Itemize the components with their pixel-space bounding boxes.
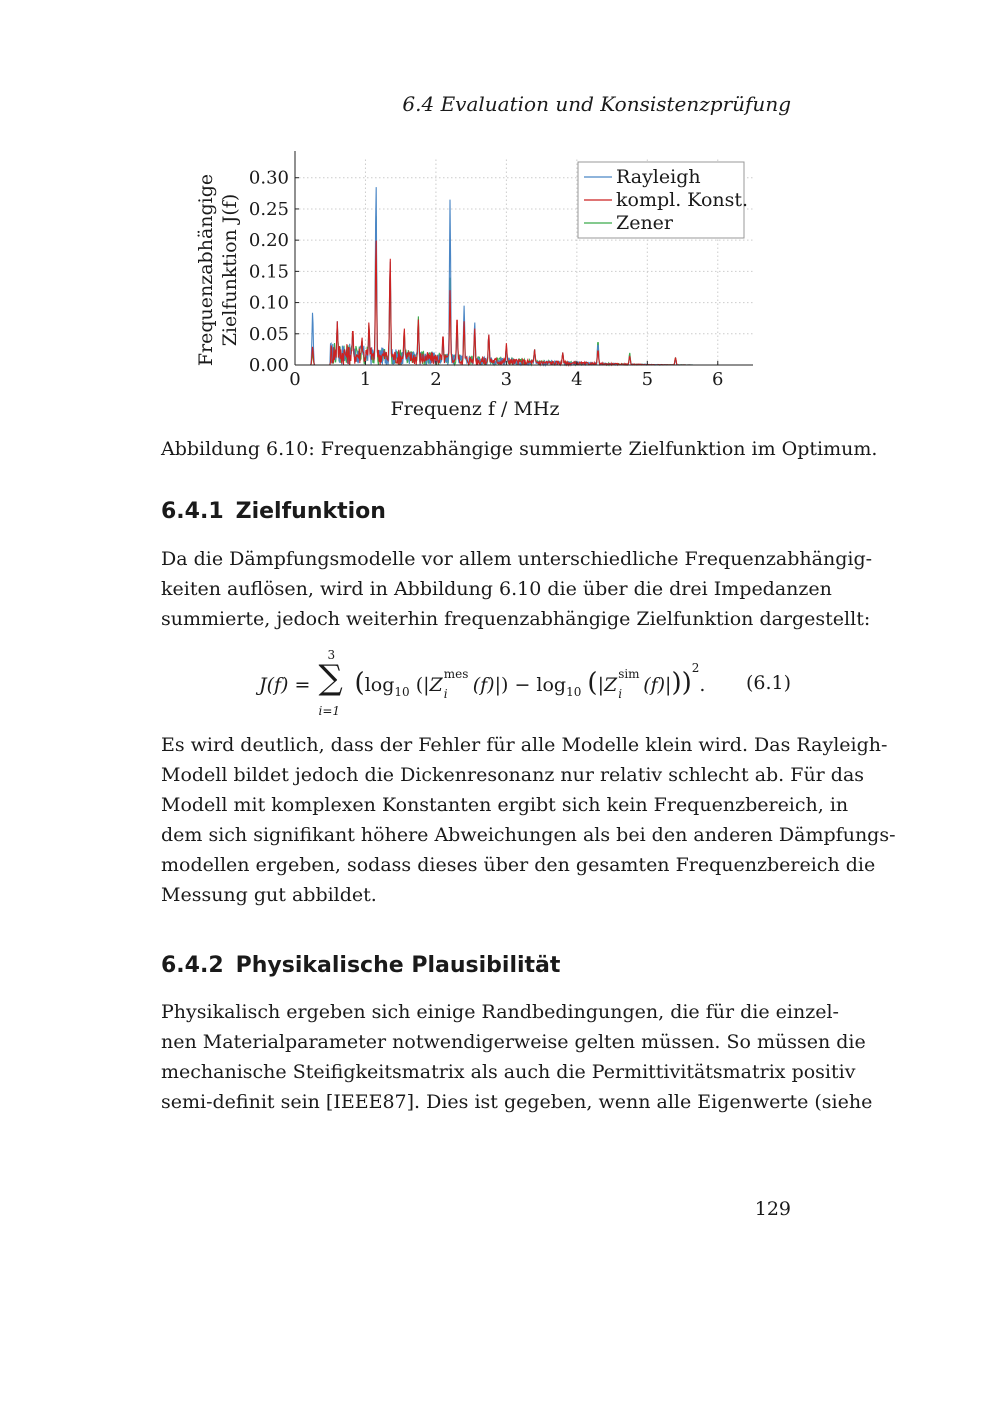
argument: (f) xyxy=(643,674,666,696)
text-line: summierte, jedoch weiterhin frequenzabhängige Zielfunktion dargestellt: xyxy=(161,608,871,630)
y-tick-label: 0.20 xyxy=(248,230,289,252)
z-symbol: Z xyxy=(429,674,443,696)
x-axis-label: Frequenz f / MHz xyxy=(390,398,560,420)
y-tick-label: 0.15 xyxy=(248,261,289,283)
exponent: 2 xyxy=(691,660,700,675)
running-head: 6.4 Evaluation und Konsistenzprüfung xyxy=(402,92,791,116)
paragraph-discussion xyxy=(161,730,896,910)
legend-entry: Zener xyxy=(616,212,674,234)
argument: (f) xyxy=(472,674,495,696)
figure-caption: Abbildung 6.10: Frequenzabhängige summierte Zielfunktion im Optimum. xyxy=(161,438,878,460)
x-tick-label: 2 xyxy=(430,369,442,390)
section-heading-zielfunktion xyxy=(161,499,386,524)
log-label: log xyxy=(364,674,395,696)
x-tick-label: 0 xyxy=(289,369,301,390)
x-tick-label: 3 xyxy=(500,369,513,390)
sum-lower-limit: i=1 xyxy=(318,704,341,718)
sum-upper-limit: 3 xyxy=(327,648,336,662)
equation-number: (6.1) xyxy=(745,672,791,694)
equation-6-1 xyxy=(161,650,791,720)
section-heading-plausibilitaet xyxy=(161,953,560,978)
section-title: Physikalische Plausibilität xyxy=(235,953,561,978)
y-tick-label: 0.25 xyxy=(248,198,289,220)
summation-sign: ∑ xyxy=(318,658,343,698)
log-base: 10 xyxy=(394,684,410,699)
x-tick-label: 1 xyxy=(359,369,372,390)
text-line: mechanische Steifigkeitsmatrix als auch die Permittivitätsmatrix positiv xyxy=(161,1061,856,1083)
minus-sign: − xyxy=(514,674,531,696)
log-label: log xyxy=(536,674,567,696)
figure xyxy=(150,150,800,430)
x-tick-label: 6 xyxy=(712,369,724,390)
sim-label: sim xyxy=(618,667,640,681)
legend-entry: Rayleigh xyxy=(616,166,701,188)
series-line-zener xyxy=(309,216,693,365)
equation-lhs: J(f) = xyxy=(259,674,311,696)
text-line: semi-definit sein [IEEE87]. Dies ist gegeben, wenn alle Eigenwerte (siehe xyxy=(161,1091,873,1113)
equation-body: J(f) = 3 ∑ i=1 ($\log_{10}$ (|Z mes i $(f)|) - \log_{10} (|Z$ sim i (f)|))$^2$. xyxy=(259,648,706,718)
y-tick-label: 0.30 xyxy=(248,167,289,189)
text-line: Messung gut abbildet. xyxy=(161,884,377,906)
y-axis-label: Frequenzabhängige xyxy=(195,173,217,367)
text-line: nen Materialparameter notwendigerweise gelten müssen. So müssen die xyxy=(161,1031,866,1053)
z-subscript: i xyxy=(618,687,623,701)
y-tick-label: 0.05 xyxy=(248,323,289,345)
text-line: Da die Dämpfungsmodelle vor allem unterschiedliche Frequenzabhängig- xyxy=(161,548,873,570)
log-base: 10 xyxy=(566,684,582,699)
z-subscript: i xyxy=(443,687,448,701)
text-line: modellen ergeben, sodass dieses über den gesamten Frequenzbereich die xyxy=(161,854,876,876)
section-number: 6.4.1 xyxy=(161,499,224,524)
x-tick-label: 4 xyxy=(571,369,583,390)
text-line: Modell bildet jedoch die Dickenresonanz nur relativ schlecht ab. Für das xyxy=(161,764,865,786)
objective-function-chart xyxy=(150,150,800,430)
text-line: keiten auflösen, wird in Abbildung 6.10 die über die drei Impedanzen xyxy=(161,578,832,600)
mes-label: mes xyxy=(443,667,469,681)
text-line: dem sich signifikant höhere Abweichungen als bei den anderen Dämpfungs- xyxy=(161,824,896,846)
paragraph-plausibilitaet xyxy=(161,997,873,1117)
text-line: Physikalisch ergeben sich einige Randbedingungen, die für die einzel- xyxy=(161,1001,839,1023)
y-tick-label: 0.10 xyxy=(248,292,289,314)
y-axis-label: Zielfunktion J(f) xyxy=(219,193,241,347)
text-line: Modell mit komplexen Konstanten ergibt sich kein Frequenzbereich, in xyxy=(161,794,849,816)
section-number: 6.4.2 xyxy=(161,953,224,978)
text-line: Es wird deutlich, dass der Fehler für alle Modelle klein wird. Das Rayleigh- xyxy=(161,734,888,756)
legend-entry: kompl. Konst. xyxy=(616,189,749,211)
paragraph-zielfunktion xyxy=(161,544,873,634)
section-title: Zielfunktion xyxy=(235,499,386,524)
z-symbol: Z xyxy=(603,674,618,696)
page-number: 129 xyxy=(754,1198,791,1220)
y-tick-label: 0.00 xyxy=(248,355,289,376)
x-tick-label: 5 xyxy=(641,369,654,390)
